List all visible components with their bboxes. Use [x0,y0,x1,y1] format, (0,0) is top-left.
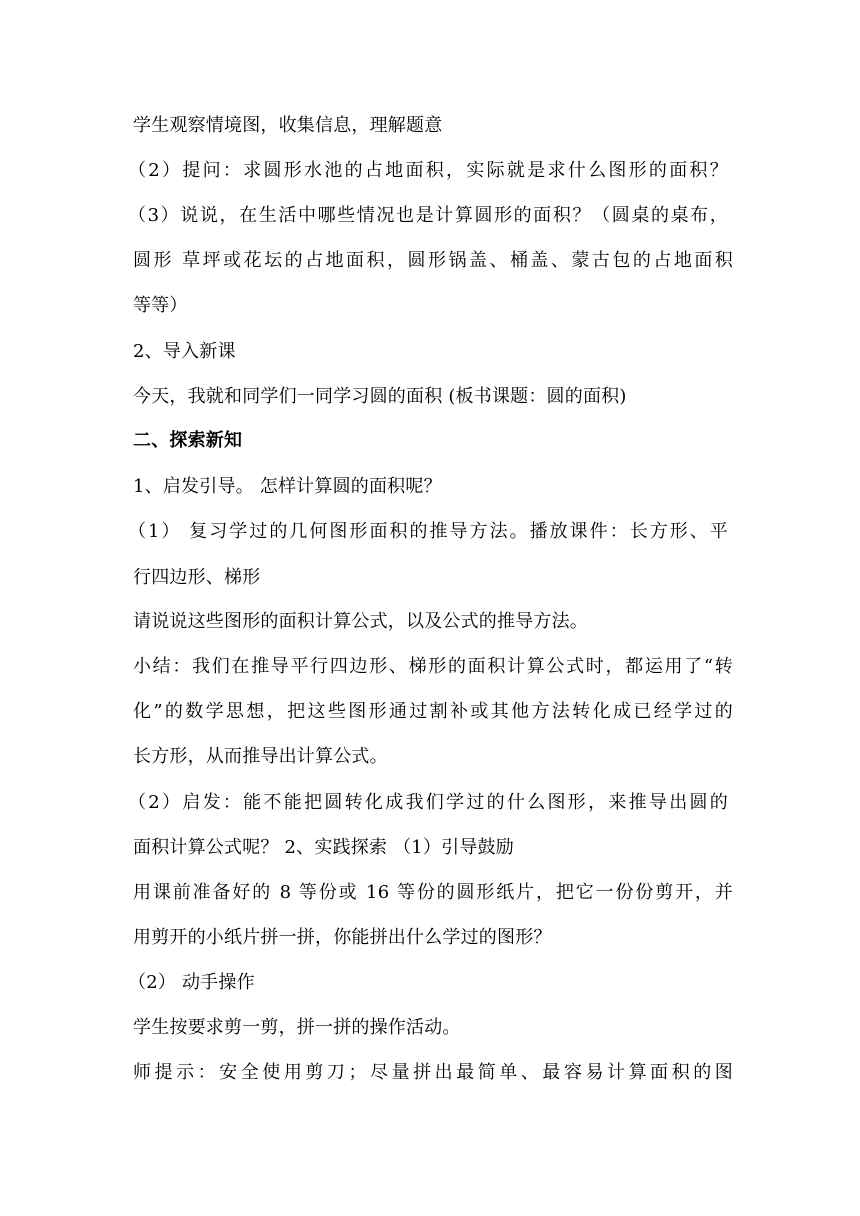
section-heading: 2、导入新课 [133,341,236,362]
text-line: 等等） [133,295,188,316]
text-line: 今天，我就和同学们一同学习圆的面积 (板书课题：圆的面积) [133,386,627,407]
text-line: （2）提问：求圆形水池的占地面积，实际就是求什么图形的面积？ [128,160,728,181]
text-line: 面积计算公式呢？ 2、实践探索 （1）引导鼓励 [133,837,514,858]
text-line: 小结：我们在推导平行四边形、梯形的面积计算公式时，都运用了“转 [133,656,733,677]
text-line: （1） 复习学过的几何图形面积的推导方法。播放课件：长方形、平 [128,521,728,542]
text-line: 请说说这些图形的面积计算公式，以及公式的推导方法。 [133,611,588,632]
text-line: （2） 动手操作 [128,972,255,993]
text-line: 化”的数学思想，把这些图形通过割补或其他方法转化成已经学过的 [133,701,733,722]
text-line: 学生按要求剪一剪，拼一拼的操作活动。 [133,1017,461,1038]
text-line: （3）说说，在生活中哪些情况也是计算圆形的面积？（圆桌的桌布， [128,205,728,226]
text-line: （2）启发：能不能把圆转化成我们学过的什么图形，来推导出圆的 [128,792,728,813]
text-line: 长方形，从而推导出计算公式。 [133,746,388,767]
text-line: 圆形 草坪或花坛的占地面积，圆形锅盖、桶盖、蒙古包的占地面积 [133,250,733,271]
text-line: 行四边形、梯形 [133,567,261,588]
text-line: 用课前准备好的 8 等份或 16 等份的圆形纸片，把它一份份剪开，并 [133,882,733,903]
text-line: 学生观察情境图，收集信息，理解题意 [133,115,443,136]
section-title: 二、探索新知 [133,430,243,451]
text-line: 1、启发引导。 怎样计算圆的面积呢？ [133,476,442,497]
text-line: 用剪开的小纸片拼一拼，你能拼出什么学过的图形？ [133,927,552,948]
text-line: 师提示：安全使用剪刀；尽量拼出最简单、最容易计算面积的图 [133,1062,733,1083]
